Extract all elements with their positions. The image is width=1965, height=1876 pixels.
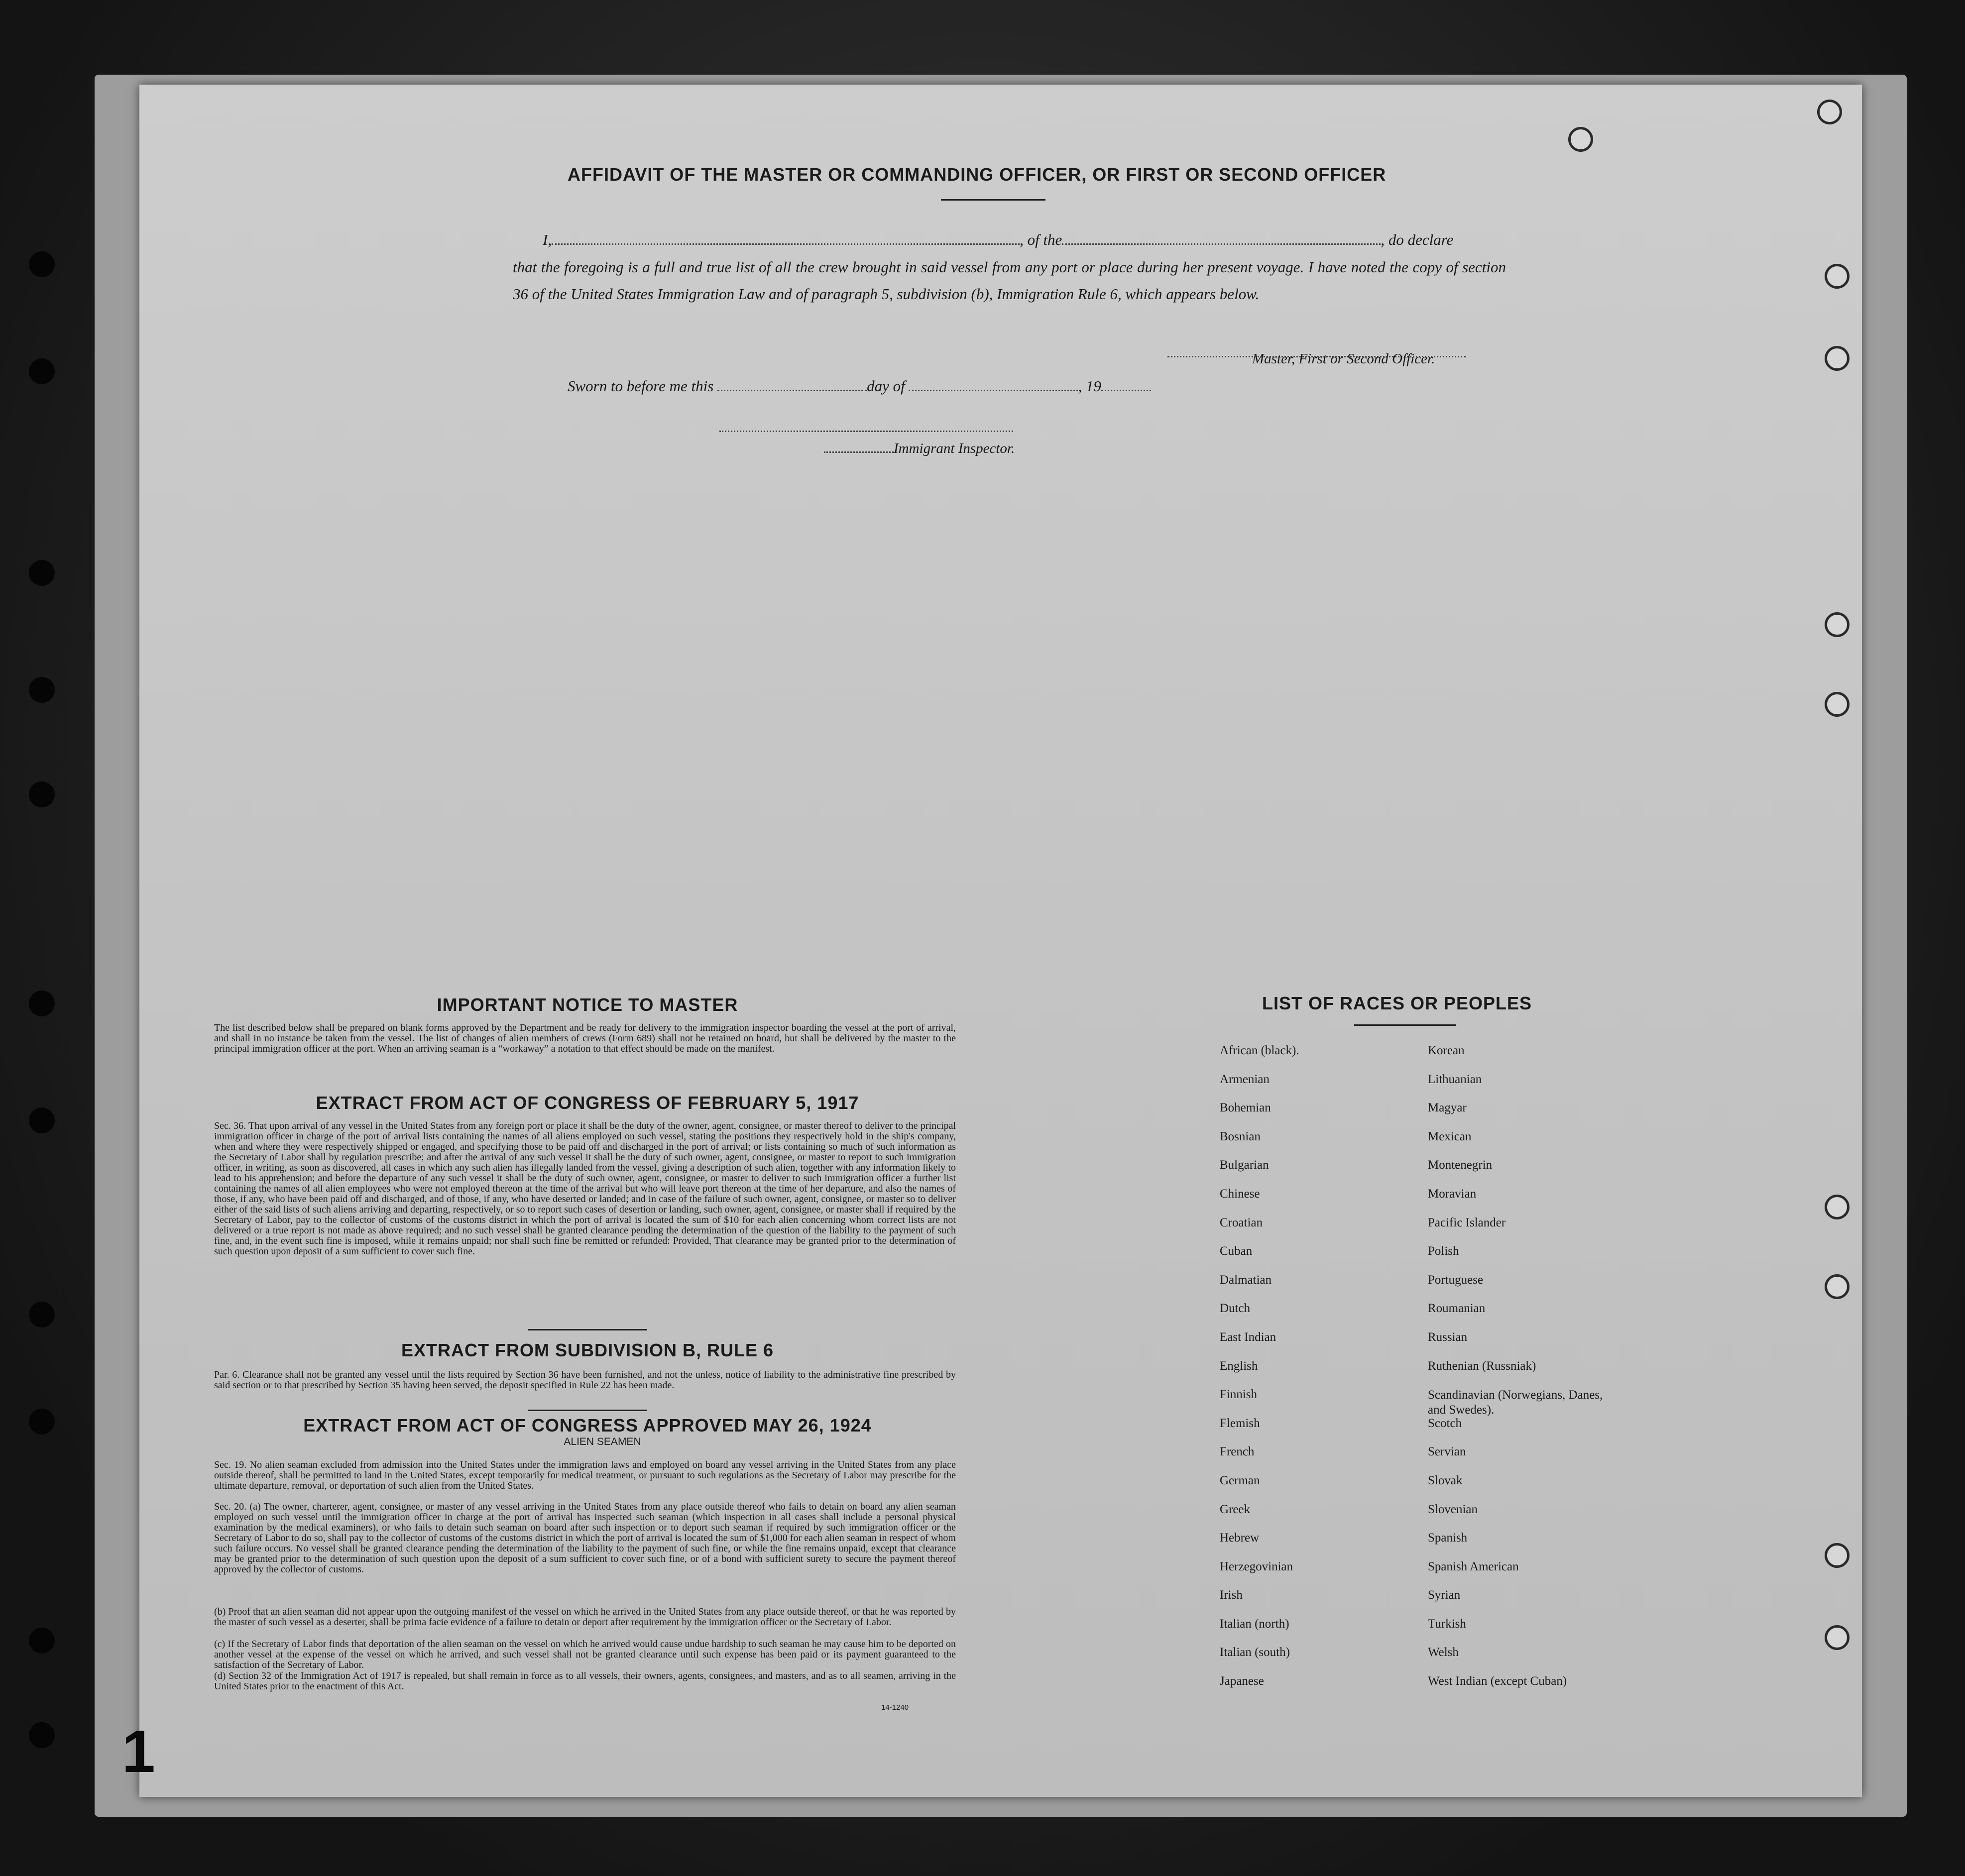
race-item: Syrian	[1428, 1588, 1461, 1602]
race-item: African (black).	[1220, 1044, 1299, 1057]
race-item: Bulgarian	[1220, 1158, 1269, 1172]
race-item: Bosnian	[1220, 1129, 1261, 1143]
race-item: Montenegrin	[1428, 1158, 1493, 1172]
form-number: 14-1240	[881, 1703, 909, 1712]
punch-hole	[1825, 1195, 1849, 1219]
race-item: Servian	[1428, 1445, 1466, 1459]
section-rule	[528, 1410, 647, 1411]
extract-1924-sec20c: (c) If the Secretary of Labor finds that deportation of the alien seaman on the vessel on which he arrived would cause undue hardship to such seaman he may cause him to be deported on another vessel at the expense of the vessel on which he arrived, and such vessel shall not be granted clearance until such expense has been paid or its payment guaranteed to the satisfaction of the Secretary of Labor.	[214, 1639, 956, 1670]
race-item: Cuban	[1220, 1244, 1253, 1258]
binder-hole	[29, 1302, 55, 1327]
races-rule	[1354, 1024, 1456, 1026]
extract-1924-sec19: Sec. 19. No alien seaman excluded from admission into the United States under the immigration laws and employed on board any vessel arriving in the United States from any place outside thereof, shall be permitted to land in the United States, except temporarily for medical treatment, or pursuant to such regulations as the Secretary of Labor may prescribe for the ultimate departure, removal, or deportation of such alien from the United States.	[214, 1459, 956, 1491]
punch-hole	[1825, 1274, 1849, 1299]
race-item: West Indian (except Cuban)	[1428, 1674, 1567, 1688]
sworn-line: Sworn to before me this day of , 19	[568, 377, 1151, 395]
sheet-number: 1	[122, 1718, 155, 1785]
race-item: Chinese	[1220, 1187, 1260, 1201]
punch-hole	[1825, 264, 1849, 289]
race-item: Turkish	[1428, 1617, 1466, 1631]
extract-1917-title: EXTRACT FROM ACT OF CONGRESS OF FEBRUARY 5, 1917	[316, 1093, 859, 1113]
extract-1924-title: EXTRACT FROM ACT OF CONGRESS APPROVED MAY 26, 1924	[303, 1415, 872, 1435]
notice-body: The list described below shall be prepared on blank forms approved by the Department and be ready for delivery to the immigration inspector boarding the vessel at the port of arrival, and shall in no instance be taken from the vessel. The list of changes of alien members of crews (Form 689) shall not be retained on board, but shall be delivered by the master to the principal immigration officer at the port. When an arriving seaman is a “workaway” a notation to that effect should be made on the manifest.	[214, 1022, 956, 1054]
binder-hole	[29, 358, 55, 384]
punch-hole	[1825, 612, 1849, 637]
punch-hole	[1825, 1543, 1849, 1568]
race-item: Finnish	[1220, 1388, 1258, 1402]
race-item: Spanish American	[1428, 1559, 1519, 1573]
sworn-year-blank[interactable]	[1101, 390, 1151, 391]
affidavit-title: AFFIDAVIT OF THE MASTER OR COMMANDING OFFICER, OR FIRST OR SECOND OFFICER	[568, 164, 1387, 185]
races-list-right	[1428, 1044, 1617, 1703]
race-item: Irish	[1220, 1588, 1243, 1602]
race-item: German	[1220, 1473, 1260, 1487]
race-item: Ruthenian (Russniak)	[1428, 1359, 1536, 1373]
binder-hole	[29, 560, 55, 586]
name-blank[interactable]	[552, 243, 1020, 245]
sworn-month-blank[interactable]	[909, 390, 1078, 391]
race-item: Magyar	[1428, 1101, 1467, 1115]
extract-1924-sec20d: (d) Section 32 of the Immigration Act of 1917 is repealed, but shall remain in force as to all vessels, their owners, agents, consignees, and masters, and as to all seamen, arriving in the United States prior to the enactment of this Act.	[214, 1670, 956, 1692]
race-item: Dalmatian	[1220, 1273, 1272, 1287]
race-item: Japanese	[1220, 1674, 1264, 1688]
race-item: Slovak	[1428, 1473, 1463, 1487]
race-item: English	[1220, 1359, 1258, 1373]
race-item: Polish	[1428, 1244, 1459, 1258]
race-item: Korean	[1428, 1044, 1465, 1057]
vessel-blank[interactable]	[1062, 243, 1381, 245]
binder-hole	[29, 1107, 55, 1133]
race-item: Spanish	[1428, 1531, 1468, 1545]
binder-hole	[29, 251, 55, 277]
extract-rule6-title: EXTRACT FROM SUBDIVISION B, RULE 6	[401, 1340, 774, 1360]
extract-1924-sec20a: Sec. 20. (a) The owner, charterer, agent, consignee, or master of any vessel arriving in the United States from any place outside thereof who fails to detain on board any alien seaman employed on such vessel until the immigration officer in charge at the port of arrival has inspected such seaman (which inspection in all cases shall include a personal physical examination by the medical examiners), or who fails to detain such seaman on board after such inspection or to deport such seaman if required by such immigration officer or the Secretary of Labor to do so, shall pay to the collector of customs of the customs district in which the port of arrival is located the sum of $1,000 for each alien seaman in respect of whom such failure occurs. No vessel shall be granted clearance pending the determination of the liability to the payment of such fine, or while the fine remains unpaid, except that clearance may be granted prior to the determination of such question upon the deposit of a sum sufficient to cover such fine, or of a bond with sufficient surety to secure the payment thereof approved by the collector of customs.	[214, 1501, 956, 1575]
race-item: Dutch	[1220, 1302, 1251, 1316]
race-item: Moravian	[1428, 1187, 1477, 1201]
race-item: Greek	[1220, 1502, 1251, 1516]
race-item: Lithuanian	[1428, 1072, 1482, 1086]
binder-hole	[29, 781, 55, 807]
binder-hole	[29, 1409, 55, 1435]
race-item: Italian (south)	[1220, 1646, 1290, 1659]
race-item: Flemish	[1220, 1416, 1260, 1430]
race-item: Roumanian	[1428, 1302, 1486, 1316]
race-item: Welsh	[1428, 1646, 1459, 1659]
alien-seamen-subtitle: ALIEN SEAMEN	[564, 1436, 641, 1447]
binder-hole	[29, 991, 55, 1016]
punch-hole	[1825, 692, 1849, 717]
punch-hole	[1825, 1625, 1849, 1650]
race-item: Armenian	[1220, 1072, 1270, 1086]
inspector-label: Immigrant Inspector.	[824, 441, 1015, 457]
inspector-signature-line[interactable]	[719, 431, 1013, 432]
race-item: Mexican	[1428, 1129, 1472, 1143]
race-item: Hebrew	[1220, 1531, 1260, 1545]
affidavit-declaration: I, , of the , do declare	[543, 231, 1454, 248]
race-item: Croatian	[1220, 1215, 1263, 1229]
race-item: Slovenian	[1428, 1502, 1478, 1516]
master-signature-label: Master, First or Second Officer.	[1252, 351, 1435, 367]
extract-1917-body: Sec. 36. That upon arrival of any vessel in the United States from any foreign port or place it shall be the duty of the owner, agent, consignee, or master thereof to deliver to the principal immigration officer in charge of the port of arrival lists containing the names of all aliens employed on such vessel, stating the positions they respectively hold in the ship's company, when and where they were respectively shipped or engaged, and specifying those to be paid off and discharged in the port of arrival; or lists containing so much of such information as the Secretary of Labor shall by regulation prescribe; and after the arrival of any such vessel it shall be the duty of such owner, agent, consignee, or master to report to such immigration officer, in writing, as soon as discovered, all cases in which any such alien has illegally landed from the vessel, giving a description of such alien, together with any information likely to lead to his apprehension; and before the departure of any such vessel it shall be the duty of such owner, agent, consignee, or master to deliver to such immigration officer a further list containing the names of all alien employees who were not employed thereon at the time of the arrival but who will leave port thereon at the time of her departure, and also the names of those, if any, who have been paid off and discharged, and of those, if any, who have deserted or landed; and in case of the failure of such owner, agent, consignee, or master so to deliver either of the said lists of such aliens arriving and departing, respectively, or so to report such cases of desertion or landing, such owner, agent, consignee, or master shall if required by the Secretary of Labor, pay to the collector of customs of the customs district in which the port of arrival is located the sum of $10 for each alien concerning whom correct lists are not delivered or a true report is not made as above required; and no such vessel shall be granted clearance pending the determination of the question of the liability to the payment of such fine, and, in the event such fine is imposed, while it remains unpaid; nor shall such fine be remitted or refunded: Provided, That clearance may be granted prior to the determination of such question upon deposit of a sum sufficient to cover such fine.	[214, 1120, 956, 1257]
races-list-left	[1220, 1044, 1389, 1703]
race-item: Bohemian	[1220, 1101, 1271, 1115]
race-item: Italian (north)	[1220, 1617, 1289, 1631]
extract-1924-sec20b: (b) Proof that an alien seaman did not appear upon the outgoing manifest of the vessel on which he arrived in the United States from any place outside thereof, or that he was reported by the master of such vessel as a deserter, shall be prima facie evidence of a failure to detain or deport after requirement by the immigration officer or the Secretary of Labor.	[214, 1606, 956, 1628]
race-item: Russian	[1428, 1330, 1468, 1344]
notice-title: IMPORTANT NOTICE TO MASTER	[437, 994, 738, 1015]
section-rule	[528, 1329, 647, 1330]
extract-rule6-body: Par. 6. Clearance shall not be granted any vessel until the lists required by Section 36 have been furnished, and not the unless, notice of liability to the administrative fine prescribed by said section or to that prescribed by Section 35 having been served, the deposit specified in Rule 22 has been made.	[214, 1369, 956, 1391]
race-item: French	[1220, 1445, 1255, 1459]
race-item: East Indian	[1220, 1330, 1276, 1344]
race-item: Scandinavian (Norwegians, Danes, and Swedes).	[1428, 1388, 1603, 1417]
punch-hole	[1825, 346, 1849, 371]
binder-hole	[29, 1628, 55, 1654]
binder-hole	[29, 677, 55, 703]
title-rule	[941, 199, 1045, 201]
race-item: Scotch	[1428, 1416, 1462, 1430]
sworn-day-blank[interactable]	[717, 390, 867, 391]
affidavit-body: that the foregoing is a full and true list of all the crew brought in said vessel from any port or place during her present voyage. I have noted the copy of section 36 of the United States Immigration Law and of paragraph 5, subdivision (b), Immigration Rule 6, which appears below.	[513, 258, 1506, 303]
punch-hole	[1568, 127, 1593, 152]
race-item: Pacific Islander	[1428, 1215, 1506, 1229]
race-item: Portuguese	[1428, 1273, 1484, 1287]
punch-hole	[1817, 100, 1842, 124]
binder-hole	[29, 1722, 55, 1748]
race-item: Herzegovinian	[1220, 1559, 1293, 1573]
races-title: LIST OF RACES OR PEOPLES	[1262, 993, 1532, 1013]
